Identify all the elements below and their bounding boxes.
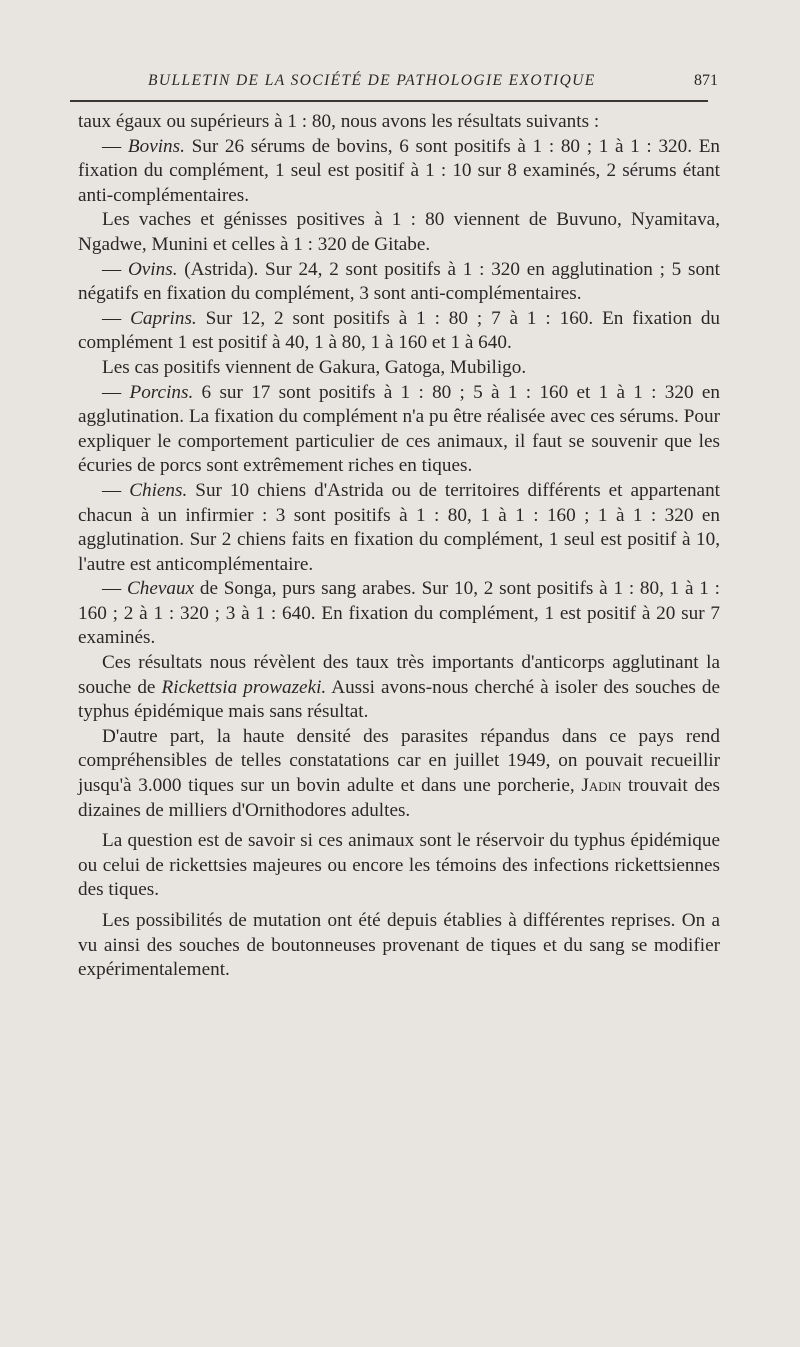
paragraph-caprins: [78, 307, 720, 356]
species-label: Caprins.: [130, 307, 197, 329]
paragraph-text: Les vaches et génisses positives à 1 : 80 viennent de Buvuno, Nyamitava, Ngadwe, Munini et celles à 1 : 320 de Gitabe.: [78, 209, 720, 255]
dash: —: [102, 135, 128, 157]
paragraph-text: taux égaux ou supérieurs à 1 : 80, nous avons les résultats suivants :: [78, 111, 600, 132]
paragraph-text: trouvait des dizaines de milliers d'Ornithodores adultes.: [78, 775, 720, 821]
running-title: BULLETIN DE LA SOCIÉTÉ DE PATHOLOGIE EXOTIQUE: [148, 72, 596, 89]
paragraph-text: Les possibilités de mutation ont été depuis établies à différentes reprises. On a vu ainsi des souches de boutonneuses provenant de tiques et du sang se modifier expérimentalement.: [78, 910, 720, 981]
paragraph-text: 6 sur 17 sont positifs à 1 : 80 ; 5 à 1 : 160 et 1 à 1 : 320 en agglutination. La fixation du complément n'a pu être réalisée avec ces sérums. Pour expliquer le comportement particulier de ces animaux, il faut se souvenir que les écuries de porcs sont extrêmement riches en tiques.: [78, 381, 720, 477]
species-label: Bovins.: [127, 135, 185, 157]
paragraph-ovins: [78, 258, 720, 307]
dash: —: [102, 258, 128, 280]
paragraph-results: [78, 651, 720, 725]
paragraph-text: D'autre part, la haute densité des parasites répandus dans ce pays rend compréhensibles de telles constatations car en juillet 1949, on pouvait recueillir jusqu'à 3.000 tiques sur un bovin adulte et dans une porcherie,: [78, 725, 720, 797]
dash: —: [102, 578, 127, 600]
paragraph-caprins-origin: [78, 356, 720, 381]
paragraph-intro: [78, 110, 720, 135]
paragraph-text: Sur 26 sérums de bovins, 6 sont positifs à 1 : 80 ; 1 à 1 : 320. En fixation du complément, 1 seul est positif à 1 : 10 sur 8 examinés, 2 sérums étant anti-complémentaires.: [78, 135, 721, 206]
paragraph-text: Les cas positifs viennent de Gakura, Gatoga, Mubiligo.: [102, 356, 527, 378]
paragraph-bovins-origin: [78, 208, 720, 257]
author-name: Jadin: [581, 775, 622, 797]
species-label: Chevaux: [126, 578, 195, 600]
body-text: [78, 110, 720, 983]
paragraph-text: Sur 10 chiens d'Astrida ou de territoires différents et appartenant chacun à un infirmier : 3 sont positifs à 1 : 80, 1 à 1 : 160 ; 1 à 1 : 320 en agglutination. Sur 2 chiens faits en fixation du complément, 1 seul est positif à 10, l'autre est anticomplémentaire.: [78, 479, 721, 575]
dash: —: [102, 307, 131, 329]
dash: —: [102, 479, 130, 501]
paragraph-porcins: [78, 381, 720, 479]
paragraph-chevaux: [78, 577, 720, 651]
paragraph-text: (Astrida). Sur 24, 2 sont positifs à 1 : 320 en agglutination ; 5 sont négatifs en fixation du complément, 3 sont anti-complémentaires.: [78, 258, 720, 305]
paragraph-chiens: [78, 479, 720, 577]
species-label: Chiens.: [129, 479, 188, 501]
paragraph-bovins: [78, 135, 720, 209]
paragraph-text: Sur 12, 2 sont positifs à 1 : 80 ; 7 à 1 : 160. En fixation du complément 1 est positif à 40, 1 à 80, 1 à 160 et 1 à 640.: [78, 307, 721, 354]
paragraph-density: [78, 725, 720, 823]
page-header: [78, 68, 718, 98]
paragraph-text: de Songa, purs sang arabes. Sur 10, 2 sont positifs à 1 : 80, 1 à 1 : 160 ; 2 à 1 : 320 ; 3 à 1 : 640. En fixation du complément, 1 est positif à 20 sur 7 examinés.: [78, 578, 721, 649]
paragraph-question: [78, 829, 720, 903]
species-label: Porcins.: [129, 381, 194, 403]
header-rule: [70, 100, 708, 102]
paragraph-mutation: [78, 909, 720, 983]
paragraph-text: La question est de savoir si ces animaux sont le réservoir du typhus épidémique ou celui de rickettsies majeures ou encore les témoins des infections rickettsiennes des tiques.: [78, 830, 720, 901]
species-label: Ovins.: [127, 258, 178, 280]
dash: —: [102, 381, 130, 403]
species-name: Rickettsia prowazeki.: [161, 676, 327, 698]
paragraph-text: Aussi avons-nous cherché à isoler des souches de typhus épidémique mais sans résultat.: [78, 676, 720, 723]
paragraph-text: Ces résultats nous révèlent des taux très importants d'anticorps agglutinant la souche de: [78, 652, 720, 698]
page-number: 871: [694, 72, 718, 89]
